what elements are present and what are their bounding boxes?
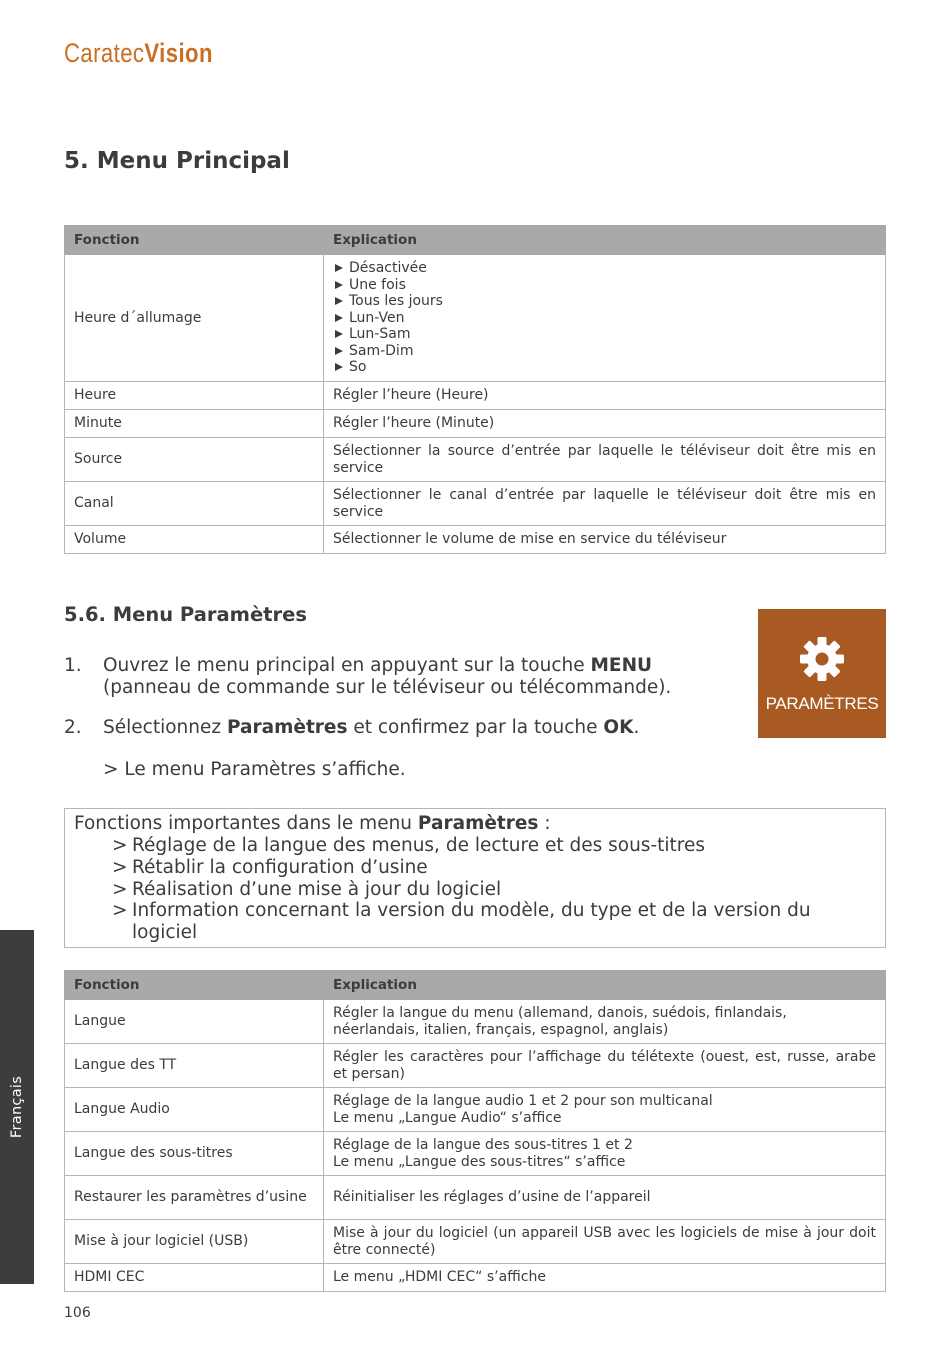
- table-row: [65, 1000, 886, 1044]
- option-item: Désactivée: [333, 260, 876, 277]
- cell-explication: Réinitialiser les réglages d’usine de l’appareil: [324, 1176, 886, 1220]
- cell-explication: Régler les caractères pour l’affichage du télétexte (ouest, est, russe, arabe et persan): [324, 1044, 886, 1088]
- language-sidebar-tab: [0, 930, 34, 1284]
- table-header-row: [65, 226, 886, 255]
- header-fonction: Fonction: [65, 226, 324, 255]
- table-row: [65, 1264, 886, 1292]
- step-number: 2.: [64, 717, 82, 738]
- brand-logo-part2: Vision: [144, 38, 213, 68]
- table-row: [65, 1132, 886, 1176]
- cell-explication: Sélectionner le canal d’entrée par laquelle le téléviseur doit être mis en service: [324, 482, 886, 526]
- cell-explication: [324, 1132, 886, 1176]
- cell-fonction: Canal: [65, 482, 324, 526]
- brand-logo-part1: Caratec: [64, 38, 145, 68]
- info-item: [112, 857, 872, 879]
- step-text-part: et confirmez par la touche: [347, 717, 604, 738]
- option-item: Lun-Sam: [333, 326, 876, 343]
- cell-explication-line: Le menu „Langue des sous-titres“ s’affice: [333, 1153, 626, 1170]
- sidebar-language-label: Français: [9, 1075, 25, 1139]
- info-item-text: Information concernant la version du modèle, du type et de la version du logiciel: [132, 900, 811, 943]
- step-result: > Le menu Paramètres s’affiche.: [103, 759, 406, 780]
- table-row: [65, 1220, 886, 1264]
- brand-logo: [64, 38, 213, 69]
- header-fonction: Fonction: [65, 971, 324, 1000]
- cell-explication: Régler la langue du menu (allemand, danois, suédois, finlandais, néerlandais, italien, français, espagnol, anglais): [324, 1000, 886, 1044]
- step-text: [103, 655, 671, 699]
- header-explication: Explication: [324, 226, 886, 255]
- step-text-part: .: [633, 717, 640, 738]
- header-explication: Explication: [324, 971, 886, 1000]
- cell-fonction: Heure: [65, 382, 324, 410]
- cell-fonction: Langue des sous-titres: [65, 1132, 324, 1176]
- cell-fonction: Mise à jour logiciel (USB): [65, 1220, 324, 1264]
- cell-fonction: Volume: [65, 526, 324, 554]
- section-title-menu-parametres: 5.6. Menu Paramètres: [64, 603, 307, 626]
- bullet-glyph: >: [112, 857, 128, 878]
- table-row: [65, 482, 886, 526]
- info-item-text: Rétablir la configuration d’usine: [132, 857, 428, 878]
- option-item: So: [333, 359, 876, 376]
- cell-explication: [324, 1088, 886, 1132]
- table-row: [65, 438, 886, 482]
- page-number: 106: [64, 1305, 91, 1321]
- cell-fonction: Minute: [65, 410, 324, 438]
- cell-explication: Le menu „HDMI CEC“ s’affiche: [324, 1264, 886, 1292]
- cell-fonction: HDMI CEC: [65, 1264, 324, 1292]
- table-row: [65, 410, 886, 438]
- option-item: Sam-Dim: [333, 343, 876, 360]
- info-item-text: Réglage de la langue des menus, de lecture et des sous-titres: [132, 835, 705, 856]
- parametres-badge-label: PARAMÈTRES: [765, 694, 879, 713]
- step-text-part: Sélectionnez: [103, 717, 227, 738]
- bullet-glyph: >: [112, 835, 128, 856]
- menu-parametres-label: Paramètres: [226, 717, 348, 738]
- cell-explication: Sélectionner le volume de mise en service du téléviseur: [324, 526, 886, 554]
- parametres-badge: [758, 609, 886, 738]
- table-row: [65, 1088, 886, 1132]
- info-item: [112, 835, 872, 857]
- cell-options: [324, 255, 886, 382]
- step-text: [103, 717, 639, 739]
- info-intro-bold: Paramètres: [417, 813, 539, 834]
- option-item: Tous les jours: [333, 293, 876, 310]
- bullet-glyph: >: [112, 900, 128, 921]
- cell-explication: Régler l’heure (Heure): [324, 382, 886, 410]
- option-item: Lun-Ven: [333, 310, 876, 327]
- cell-explication: Mise à jour du logiciel (un appareil USB avec les logiciels de mise à jour doit être connecté): [324, 1220, 886, 1264]
- option-item: Une fois: [333, 277, 876, 294]
- table-header-row: [65, 971, 886, 1000]
- cell-fonction: Restaurer les paramètres d’usine: [65, 1176, 324, 1220]
- cell-fonction: Langue Audio: [65, 1088, 324, 1132]
- cell-explication-line: Réglage de la langue des sous-titres 1 et 2: [333, 1137, 633, 1153]
- cell-explication-line: Le menu „Langue Audio“ s’affice: [333, 1109, 562, 1126]
- menu-parametres-table: [64, 970, 886, 1292]
- table-row: [65, 526, 886, 554]
- info-item: [112, 900, 872, 944]
- step-text-part: Ouvrez le menu principal en appuyant sur la touche: [103, 655, 591, 676]
- cell-explication: Régler l’heure (Minute): [324, 410, 886, 438]
- key-ok: OK: [603, 717, 634, 738]
- menu-principal-table: [64, 225, 886, 554]
- section-title-menu-principal: 5. Menu Principal: [64, 148, 290, 174]
- step-text-part: (panneau de commande sur le téléviseur ou télécommande).: [103, 677, 672, 698]
- key-menu: MENU: [590, 655, 653, 676]
- table-row: [65, 1176, 886, 1220]
- step-number: 1.: [64, 655, 82, 676]
- info-item-text: Réalisation d’une mise à jour du logiciel: [132, 879, 502, 900]
- cell-fonction: Langue des TT: [65, 1044, 324, 1088]
- cell-fonction: Heure d´allumage: [65, 255, 324, 382]
- cell-explication-line: Réglage de la langue audio 1 et 2 pour son multicanal: [333, 1093, 713, 1109]
- table-row: [65, 255, 886, 382]
- cell-fonction: Langue: [65, 1000, 324, 1044]
- gear-icon: [798, 635, 846, 683]
- cell-fonction: Source: [65, 438, 324, 482]
- info-intro-text: :: [538, 813, 551, 834]
- info-intro: [74, 813, 551, 835]
- info-intro-text: Fonctions importantes dans le menu: [74, 813, 418, 834]
- bullet-glyph: >: [112, 879, 128, 900]
- info-item: [112, 879, 872, 901]
- table-row: [65, 1044, 886, 1088]
- info-box: [64, 808, 886, 948]
- table-row: [65, 382, 886, 410]
- cell-explication: Sélectionner la source d’entrée par laquelle le téléviseur doit être mis en service: [324, 438, 886, 482]
